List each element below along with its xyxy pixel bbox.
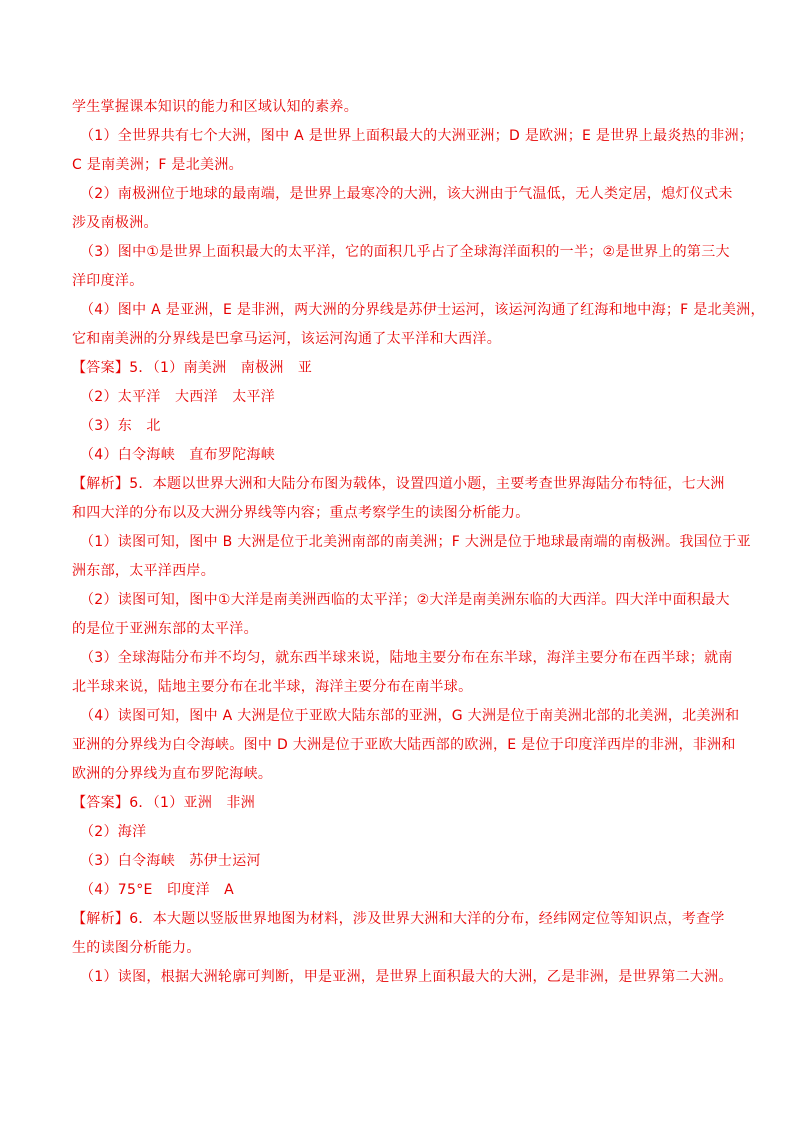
text-line: （2）太平洋 大西洋 太平洋 <box>80 389 276 405</box>
text-line: （2）读图可知，图中①大洋是南美洲西临的太平洋；②大洋是南美洲东临的大西洋。四大洋中面积最大 <box>80 592 730 608</box>
text-line: （1）读图可知，图中 B 大洲是位于北美洲南部的南美洲；F 大洲是位于地球最南端的南极洲。我国位于亚 <box>80 534 751 550</box>
text-line: （4）75°E 印度洋 A <box>80 882 235 898</box>
text-line: 欧洲的分界线为直布罗陀海峡。 <box>72 766 273 782</box>
text-line: （4）读图可知，图中 A 大洲是位于亚欧大陆东部的亚洲，G 大洲是位于南美洲北部的北美洲，北美洲和 <box>80 708 740 724</box>
text-line: 的是位于亚洲东部的太平洋。 <box>72 621 258 637</box>
text-line: 它和南美洲的分界线是巴拿马运河，该运河沟通了太平洋和大西洋。 <box>72 331 501 347</box>
answer-heading: 【答案】5．（1）南美洲 南极洲 亚 <box>72 360 313 376</box>
answer-heading: 【答案】6．（1）亚洲 非洲 <box>72 795 256 811</box>
text-line: 学生掌握课本知识的能力和区域认知的素养。 <box>72 99 358 115</box>
document-body <box>72 93 765 992</box>
text-line: 北半球来说，陆地主要分布在北半球，海洋主要分布在南半球。 <box>72 679 473 695</box>
text-line: （4）图中 A 是亚洲，E 是非洲，两大洲的分界线是苏伊士运河，该运河沟通了红海和地中海；F 是北美洲， <box>80 302 765 318</box>
text-line: （3）白令海峡 苏伊士运河 <box>80 853 261 869</box>
text-line: （2）南极洲位于地球的最南端，是世界上最寒冷的大洲，该大洲由于气温低，无人类定居，熄灯仪式未 <box>80 186 733 202</box>
text-line: （1）读图，根据大洲轮廓可判断，甲是亚洲，是世界上面积最大的大洲，乙是非洲，是世界第二大洲。 <box>80 969 733 985</box>
text-line: 生的读图分析能力。 <box>72 940 201 956</box>
text-line: （3）东 北 <box>80 418 161 434</box>
text-line: （4）白令海峡 直布罗陀海峡 <box>80 447 276 463</box>
text-line: （2）海洋 <box>80 824 147 840</box>
text-line: 涉及南极洲。 <box>72 215 158 231</box>
text-line: （3）图中①是世界上面积最大的太平洋，它的面积几乎占了全球海洋面积的一半；②是世界上的第三大 <box>80 244 730 260</box>
text-line: 洲东部，太平洋西岸。 <box>72 563 215 579</box>
analysis-heading: 【解析】6．本大题以竖版世界地图为材料，涉及世界大洲和大洋的分布，经纬网定位等知识点，考查学 <box>72 911 725 927</box>
text-line: 亚洲的分界线为白令海峡。图中 D 大洲是位于亚欧大陆西部的欧洲，E 是位于印度洋西岸的非洲，非洲和 <box>72 737 736 753</box>
text-line: （3）全球海陆分布并不均匀，就东西半球来说，陆地主要分布在东半球，海洋主要分布在西半球；就南 <box>80 650 733 666</box>
text-line: 和四大洋的分布以及大洲分界线等内容；重点考察学生的读图分析能力。 <box>72 505 530 521</box>
text-line: 洋印度洋。 <box>72 273 144 289</box>
text-line: （1）全世界共有七个大洲，图中 A 是世界上面积最大的大洲亚洲；D 是欧洲；E 是世界上最炎热的非洲； <box>80 128 754 144</box>
analysis-heading: 【解析】5．本题以世界大洲和大陆分布图为载体，设置四道小题，主要考查世界海陆分布特征，七大洲 <box>72 476 725 492</box>
text-line: C 是南美洲；F 是北美洲。 <box>72 157 243 173</box>
